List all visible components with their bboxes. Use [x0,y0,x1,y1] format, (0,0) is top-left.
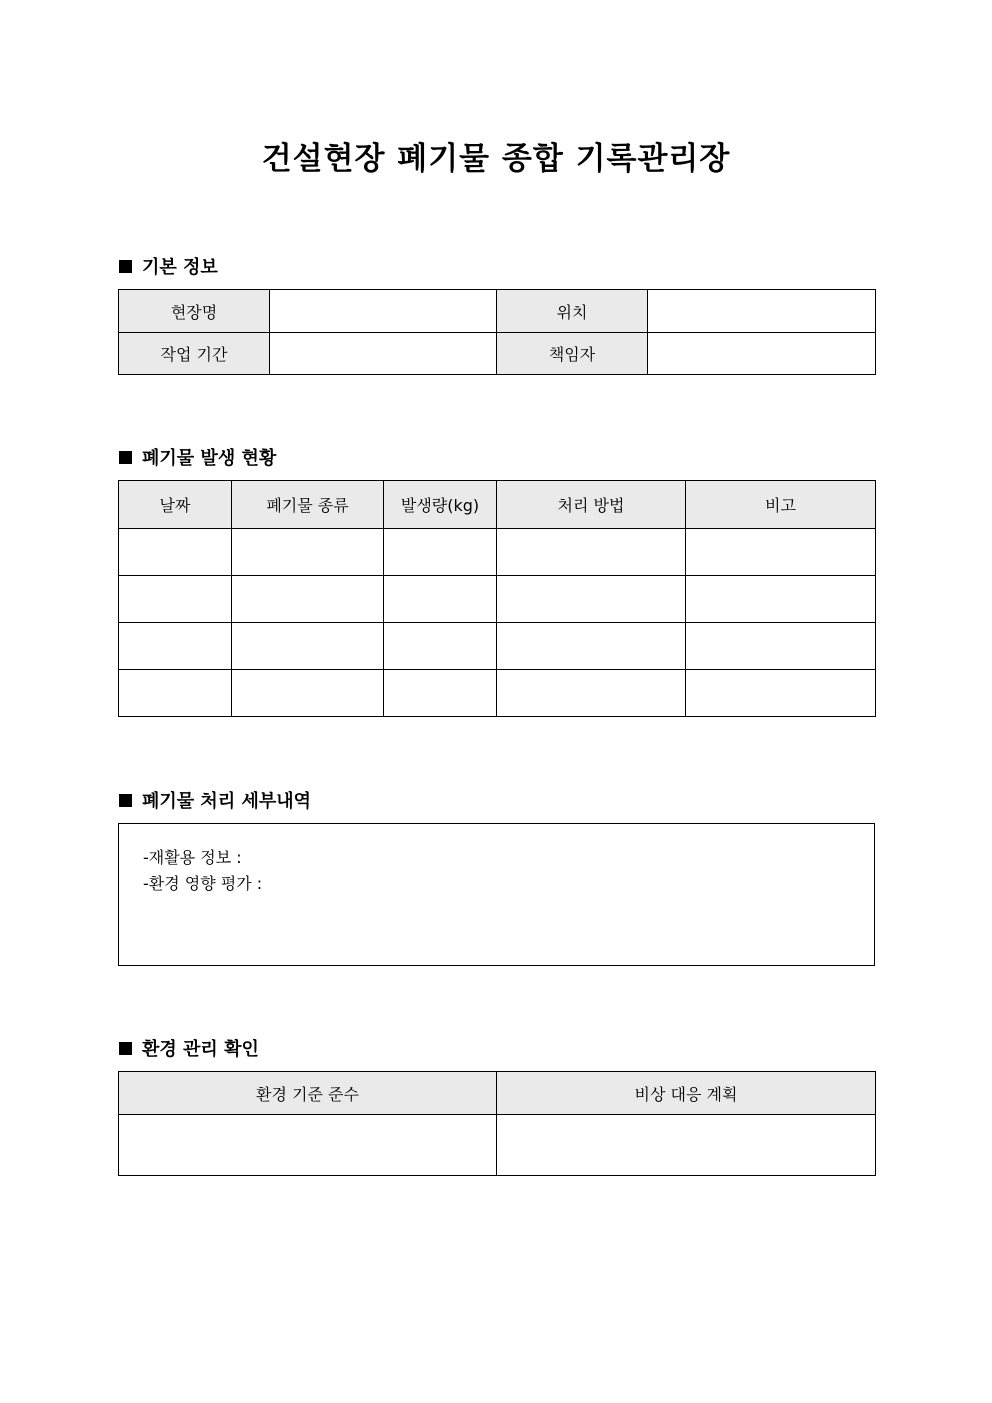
waste-type-cell[interactable] [232,576,384,623]
manager-label: 책임자 [497,333,648,375]
table-row [119,576,876,623]
method-cell[interactable] [497,623,686,670]
remarks-cell[interactable] [686,529,876,576]
square-bullet-icon [119,794,132,807]
column-header-emergency-plan: 비상 대응 계획 [497,1072,876,1115]
basic-info-table [118,289,876,375]
manager-field[interactable] [648,333,876,375]
amount-cell[interactable] [384,670,497,717]
column-header-method: 처리 방법 [497,481,686,529]
waste-type-cell[interactable] [232,670,384,717]
amount-cell[interactable] [384,529,497,576]
date-cell[interactable] [119,576,232,623]
method-cell[interactable] [497,529,686,576]
location-field[interactable] [648,290,876,333]
environment-heading [119,1035,259,1061]
treatment-heading-text: 폐기물 처리 세부내역 [142,791,312,812]
location-label: 위치 [497,290,648,333]
column-header-date: 날짜 [119,481,232,529]
compliance-field[interactable] [119,1115,497,1176]
amount-cell[interactable] [384,576,497,623]
column-header-compliance: 환경 기준 준수 [119,1072,497,1115]
date-cell[interactable] [119,623,232,670]
treatment-details-box[interactable] [118,823,875,966]
treatment-heading [119,787,311,813]
table-row [119,670,876,717]
waste-type-cell[interactable] [232,529,384,576]
generation-table [118,480,876,717]
column-header-waste-type: 폐기물 종류 [232,481,384,529]
column-header-amount: 발생량(kg) [384,481,497,529]
waste-type-cell[interactable] [232,623,384,670]
recycling-info-line: -재활용 정보 : [143,848,242,867]
column-header-remarks: 비고 [686,481,876,529]
work-period-field[interactable] [270,333,497,375]
work-period-label: 작업 기간 [119,333,270,375]
basic-info-heading [119,253,218,279]
generation-heading-text: 폐기물 발생 현황 [142,448,277,469]
method-cell[interactable] [497,576,686,623]
environment-table [118,1071,876,1176]
square-bullet-icon [119,260,132,273]
basic-info-heading-text: 기본 정보 [142,257,218,278]
table-row [119,529,876,576]
date-cell[interactable] [119,529,232,576]
amount-cell[interactable] [384,623,497,670]
page-title: 건설현장 폐기물 종합 기록관리장 [261,141,731,177]
emergency-plan-field[interactable] [497,1115,876,1176]
environment-heading-text: 환경 관리 확인 [142,1039,259,1060]
site-name-label: 현장명 [119,290,270,333]
date-cell[interactable] [119,670,232,717]
remarks-cell[interactable] [686,576,876,623]
remarks-cell[interactable] [686,670,876,717]
environmental-impact-line: -환경 영향 평가 : [143,874,263,893]
square-bullet-icon [119,451,132,464]
method-cell[interactable] [497,670,686,717]
square-bullet-icon [119,1042,132,1055]
remarks-cell[interactable] [686,623,876,670]
site-name-field[interactable] [270,290,497,333]
generation-heading [119,444,276,470]
table-row [119,623,876,670]
